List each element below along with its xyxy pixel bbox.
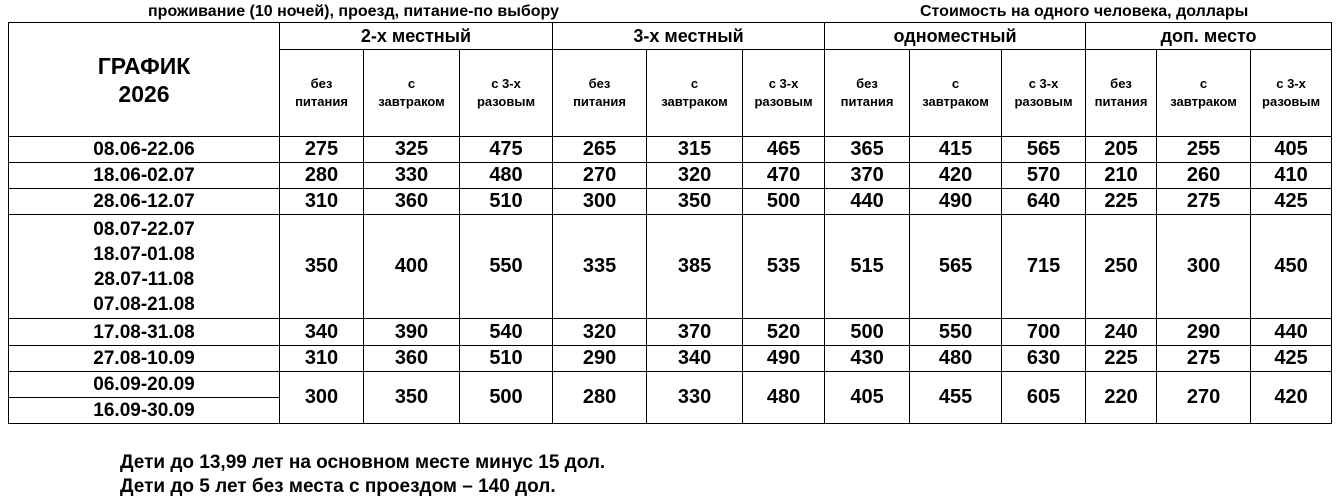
- price-cell: 275: [1157, 346, 1251, 372]
- price-cell: 410: [1251, 163, 1332, 189]
- note-children-main-place: Дети до 13,99 лет на основном месте минус 15 дол.: [120, 452, 606, 473]
- header-accommodation-info: проживание (10 ночей), проезд, питание-по выбору: [148, 3, 559, 20]
- price-cell: 500: [825, 319, 910, 346]
- price-cell: 640: [1002, 189, 1086, 215]
- price-cell: 475: [460, 137, 553, 163]
- price-cell: 350: [364, 372, 460, 424]
- price-cell: 210: [1086, 163, 1157, 189]
- price-row: [9, 372, 1332, 424]
- date-range: 17.08-31.08: [93, 321, 195, 343]
- price-cell: 465: [743, 137, 825, 163]
- price-cell: 310: [280, 346, 364, 372]
- subheader-double-breakfast: [364, 50, 460, 137]
- subheader-line: завтраком: [922, 94, 989, 109]
- price-cell: 430: [825, 346, 910, 372]
- price-cell: 260: [1157, 163, 1251, 189]
- price-cell: 455: [910, 372, 1002, 424]
- price-cell: 605: [1002, 372, 1086, 424]
- subheader-line: разовым: [1014, 94, 1073, 109]
- price-cell: 300: [553, 189, 647, 215]
- subheader-line: с: [407, 76, 416, 91]
- date-range: 28.06-12.07: [93, 191, 195, 212]
- date-range: 07.08-21.08: [93, 293, 195, 315]
- price-cell: 300: [1157, 215, 1251, 319]
- price-cell: 320: [553, 319, 647, 346]
- price-cell: 360: [364, 346, 460, 372]
- price-cell: 240: [1086, 319, 1157, 346]
- price-cell: 350: [647, 189, 743, 215]
- date-range: 06.09-20.09: [9, 372, 279, 398]
- price-table-body: [9, 23, 1332, 424]
- price-cell: 300: [280, 372, 364, 424]
- price-cell: 325: [364, 137, 460, 163]
- subheader-double-full-board: [460, 50, 553, 137]
- price-cell: 630: [1002, 346, 1086, 372]
- header-price-note: Стоимость на одного человека, доллары: [920, 3, 1249, 20]
- price-row: [9, 319, 1332, 346]
- price-cell: 335: [553, 215, 647, 319]
- price-cell: 415: [910, 137, 1002, 163]
- price-row: [9, 189, 1332, 215]
- date-range: 08.06-22.06: [93, 139, 195, 160]
- subheader-line: с: [951, 76, 960, 91]
- date-range: 18.07-01.08: [93, 243, 195, 265]
- price-cell: 270: [1157, 372, 1251, 424]
- date-range-cell: [9, 372, 280, 424]
- subheader-line: без: [588, 76, 611, 91]
- price-cell: 540: [460, 319, 553, 346]
- price-cell: 470: [743, 163, 825, 189]
- price-cell: 520: [743, 319, 825, 346]
- price-cell: 510: [460, 189, 553, 215]
- price-cell: 440: [1251, 319, 1332, 346]
- price-cell: 290: [1157, 319, 1251, 346]
- date-range: 28.07-11.08: [93, 268, 195, 290]
- note-children-no-place: Дети до 5 лет без места с проездом – 140 дол.: [120, 476, 556, 497]
- group-header-triple: 3-х местный: [553, 23, 825, 50]
- price-cell: 570: [1002, 163, 1086, 189]
- price-row: [9, 215, 1332, 319]
- price-cell: 275: [280, 137, 364, 163]
- subheader-line: разовым: [754, 94, 813, 109]
- price-row: [9, 137, 1332, 163]
- price-cell: 320: [647, 163, 743, 189]
- price-cell: 275: [1157, 189, 1251, 215]
- price-cell: 535: [743, 215, 825, 319]
- price-cell: 700: [1002, 319, 1086, 346]
- subheader-line: с: [690, 76, 699, 91]
- price-cell: 510: [460, 346, 553, 372]
- price-cell: 480: [743, 372, 825, 424]
- price-cell: 205: [1086, 137, 1157, 163]
- subheader-line: питания: [295, 94, 348, 109]
- subheader-line: без: [310, 76, 333, 91]
- subheader-line: без: [1110, 76, 1132, 91]
- date-range: 27.08-10.09: [93, 348, 195, 369]
- schedule-year: 2026: [118, 80, 170, 107]
- price-cell: 715: [1002, 215, 1086, 319]
- price-cell: 385: [647, 215, 743, 319]
- price-cell: 225: [1086, 346, 1157, 372]
- subheader-single-full-board: [1002, 50, 1086, 137]
- subheader-line: с 3-х: [768, 76, 799, 91]
- price-cell: 405: [825, 372, 910, 424]
- price-cell: 420: [1251, 372, 1332, 424]
- group-header-double: 2-х местный: [280, 23, 553, 50]
- price-cell: 360: [364, 189, 460, 215]
- price-cell: 390: [364, 319, 460, 346]
- price-cell: 280: [280, 163, 364, 189]
- subheader-extra-bed-no-meals: [1086, 50, 1157, 137]
- date-range: 18.06-02.07: [93, 165, 195, 186]
- subheader-line: завтраком: [1170, 94, 1237, 109]
- price-cell: 330: [647, 372, 743, 424]
- subheader-line: с 3-х: [491, 76, 521, 91]
- price-cell: 450: [1251, 215, 1332, 319]
- price-cell: 370: [647, 319, 743, 346]
- subheader-triple-breakfast: [647, 50, 743, 137]
- price-cell: 370: [825, 163, 910, 189]
- group-header-extra-bed: доп. место: [1086, 23, 1332, 50]
- price-cell: 225: [1086, 189, 1157, 215]
- date-range: 16.09-30.09: [93, 400, 195, 421]
- subheader-line: с 3-х: [1276, 76, 1306, 91]
- subheader-line: питания: [840, 94, 894, 109]
- price-cell: 565: [1002, 137, 1086, 163]
- schedule-header: [9, 23, 280, 137]
- price-cell: 310: [280, 189, 364, 215]
- price-cell: 350: [280, 215, 364, 319]
- subheader-line: завтраком: [378, 94, 445, 109]
- price-cell: 405: [1251, 137, 1332, 163]
- price-cell: 500: [460, 372, 553, 424]
- subheader-line: питания: [1094, 94, 1148, 109]
- price-cell: 340: [280, 319, 364, 346]
- price-cell: 490: [743, 346, 825, 372]
- subheader-line: разовым: [476, 94, 536, 109]
- date-range-cell: [9, 215, 280, 319]
- subheader-triple-full-board: [743, 50, 825, 137]
- price-cell: 365: [825, 137, 910, 163]
- price-cell: 265: [553, 137, 647, 163]
- price-table: [8, 22, 1332, 424]
- price-cell: 440: [825, 189, 910, 215]
- date-range-cell: [9, 346, 280, 372]
- price-cell: 500: [743, 189, 825, 215]
- date-range-cell: [9, 319, 280, 346]
- date-range: 08.07-22.07: [93, 218, 195, 240]
- price-cell: 315: [647, 137, 743, 163]
- price-cell: 280: [553, 372, 647, 424]
- date-range-cell: [9, 137, 280, 163]
- price-cell: 250: [1086, 215, 1157, 319]
- price-cell: 490: [910, 189, 1002, 215]
- price-row: [9, 346, 1332, 372]
- price-cell: 550: [460, 215, 553, 319]
- date-range-cell: [9, 189, 280, 215]
- subheader-line: питания: [573, 94, 626, 109]
- subheader-single-breakfast: [910, 50, 1002, 137]
- subheader-single-no-meals: [825, 50, 910, 137]
- schedule-label: ГРАФИК: [97, 52, 191, 79]
- subheader-line: с: [1199, 76, 1208, 91]
- subheader-line: без: [856, 76, 878, 91]
- price-row: [9, 163, 1332, 189]
- price-cell: 420: [910, 163, 1002, 189]
- price-cell: 330: [364, 163, 460, 189]
- subheader-double-no-meals: [280, 50, 364, 137]
- subheader-extra-bed-full-board: [1251, 50, 1332, 137]
- subheader-triple-no-meals: [553, 50, 647, 137]
- price-cell: 480: [910, 346, 1002, 372]
- date-range-cell: [9, 163, 280, 189]
- price-cell: 400: [364, 215, 460, 319]
- price-cell: 480: [460, 163, 553, 189]
- subheader-line: с 3-х: [1028, 76, 1059, 91]
- price-cell: 565: [910, 215, 1002, 319]
- price-cell: 425: [1251, 346, 1332, 372]
- group-header-single: одноместный: [825, 23, 1086, 50]
- price-cell: 270: [553, 163, 647, 189]
- price-cell: 290: [553, 346, 647, 372]
- subheader-line: завтраком: [661, 94, 728, 109]
- price-cell: 425: [1251, 189, 1332, 215]
- price-cell: 255: [1157, 137, 1251, 163]
- price-cell: 515: [825, 215, 910, 319]
- subheader-line: разовым: [1262, 94, 1321, 109]
- price-cell: 550: [910, 319, 1002, 346]
- price-cell: 220: [1086, 372, 1157, 424]
- subheader-extra-bed-breakfast: [1157, 50, 1251, 137]
- price-cell: 340: [647, 346, 743, 372]
